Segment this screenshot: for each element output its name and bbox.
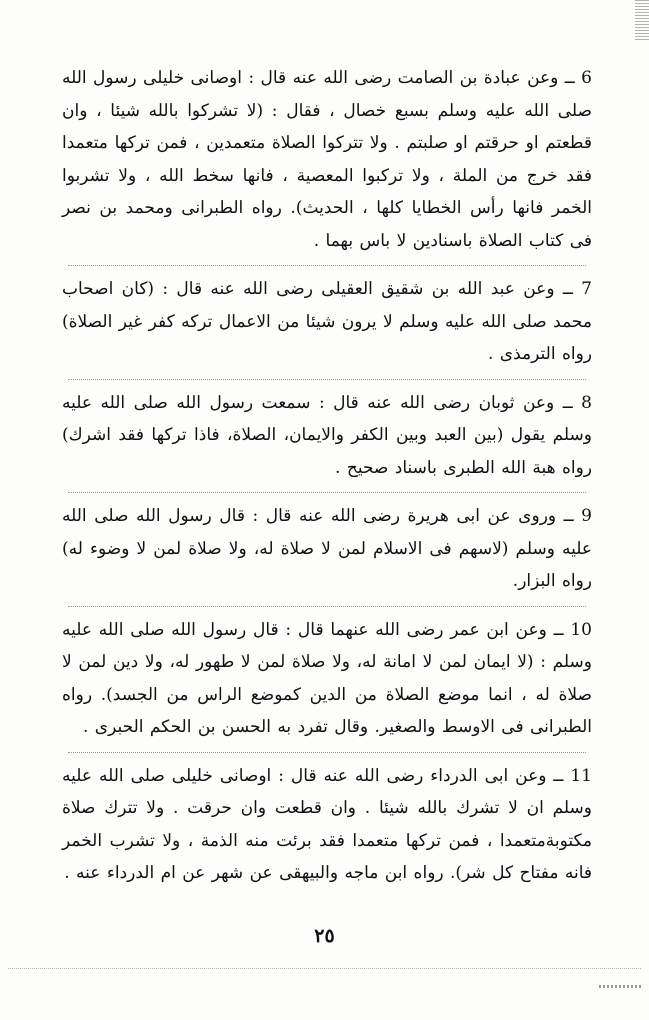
paragraph-separator	[68, 606, 586, 608]
hadith-11-paragraph: 11 ــ وعن ابى الدرداء رضى الله عنه قال : اوصانى خليلى صلى الله عليه وسلم ان لا تشرك بالله شيئا . وان قطعت وان حرقت . ولا تترك صلاة مكتوبةمتعمدا ، فمن تركها متعمدا فقد برئت منه الذمة ، ولا تشرب الخمر فانه مفتاح كل شر). رواه ابن ماجه والبيهقى عن شهر عن ام الدرداء عنه .	[62, 765, 592, 883]
paragraph-separator	[68, 492, 586, 494]
paragraph-separator	[68, 379, 586, 381]
page-corner-mark	[599, 985, 643, 988]
hadith-6-paragraph: 6 ــ وعن عبادة بن الصامت رضى الله عنه قال : اوصانى خليلى رسول الله صلى الله عليه وسلم بسبع خصال ، فقال : (لا تشركوا بالله شيئا ، وان قطعتم او حرقتم او صلبتم . ولا تتركوا الصلاة متعمدين ، فمن تركها متعمدا فقد خرج من الملة ، ولا تركبوا المعصية ، فانها سخط الله ، ولا تشربوا الخمر فانها رأس الخطايا كلها ، الحديث). رواه الطبرانى ومحمد بن نصر فى كتاب الصلاة باسنادين لا باس بهما .	[62, 68, 592, 251]
hadith-8-paragraph: 8 ــ وعن ثوبان رضى الله عنه قال : سمعت رسول الله صلى الله عليه وسلم يقول (بين العبد وبين الكفر والايمان، الصلاة، فاذا تركها فقد اشرك) رواه هبة الله الطبرى باسناد صحيح .	[62, 392, 592, 478]
paragraph-separator	[68, 752, 586, 754]
page-edge-mark	[635, 0, 649, 40]
paragraph-separator	[68, 265, 586, 267]
page-bottom-line	[8, 968, 641, 969]
hadith-9-paragraph: 9 ــ وروى عن ابى هريرة رضى الله عنه قال : قال رسول الله صلى الله عليه وسلم (لاسهم فى الاسلام لمن لا صلاة له، ولا صلاة لمن لا وضوء له) رواه البزار.	[62, 506, 592, 591]
page-content	[62, 62, 592, 890]
page-number: ٢٥	[314, 925, 335, 947]
hadith-10-paragraph: 10 ــ وعن ابن عمر رضى الله عنهما قال : قال رسول الله صلى الله عليه وسلم : (لا ايمان لمن لا امانة له، ولا صلاة لمن لا طهور له، ولا دين لمن لا صلاة له ، انما موضع الصلاة من الدين كموضع الراس من الجسد). رواه الطبرانى فى الاوسط والصغير. وقال تفرد به الحسن بن الحكم الحبرى .	[62, 619, 592, 737]
hadith-7-paragraph: 7 ــ وعن عبد الله بن شقيق العقيلى رضى الله عنه قال : (كان اصحاب محمد صلى الله عليه وسلم لا يرون شيئا من الاعمال تركه كفر غير الصلاة) رواه الترمذى .	[62, 279, 593, 364]
